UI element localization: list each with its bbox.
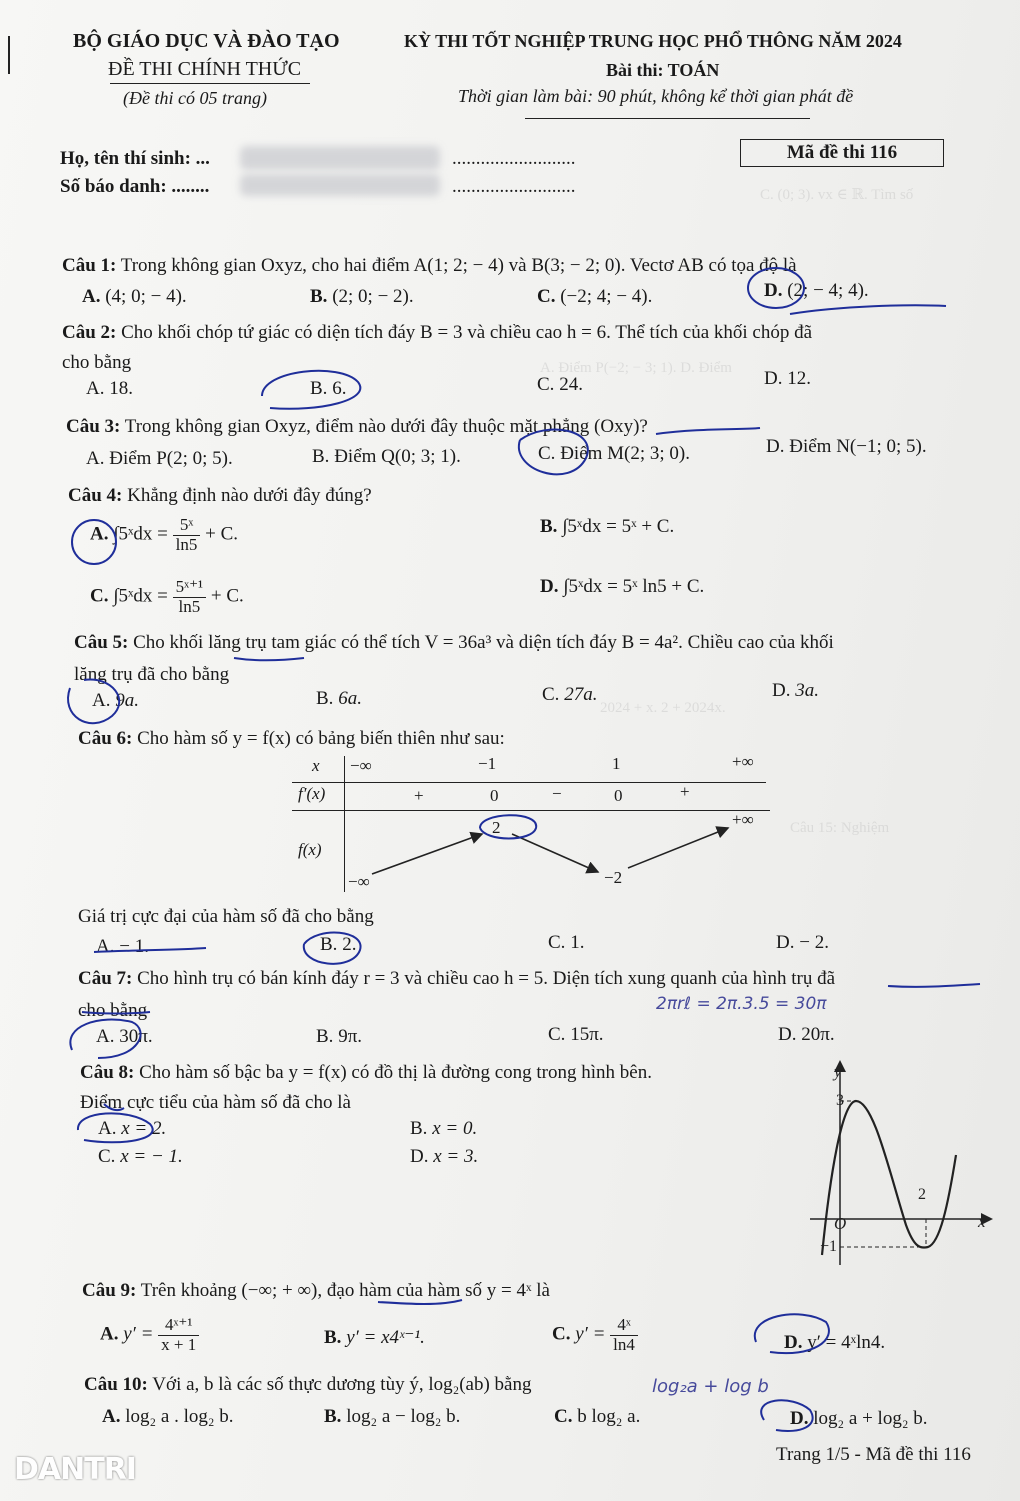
q6-option-d: D. − 2. xyxy=(776,932,829,953)
table-zero2: 0 xyxy=(614,786,623,805)
q10-option-d: D. log₂ a + log₂ b. xyxy=(790,1408,928,1429)
q2-option-d: D. 12. xyxy=(764,368,811,389)
q5-text: Câu 5: Cho khối lăng trụ tam giác có thể tích V = 36a³ và diện tích đáy B = 4a². Chiều cao của khối xyxy=(74,632,834,653)
q4-option-d: D. ∫5ˣdx = 5ˣ ln5 + C. xyxy=(540,576,705,597)
table-f-label: f(x) xyxy=(298,840,322,859)
q1-option-d: D. (2; − 4; 4). xyxy=(764,280,869,301)
q5-option-c: C. 27a. xyxy=(542,684,598,705)
q6-option-c: C. 1. xyxy=(548,932,585,953)
name-dots: .......................... xyxy=(452,148,576,169)
q3-text: Câu 3: Trong không gian Oxyz, điểm nào dưới đây thuộc mặt phẳng (Oxy)? xyxy=(66,416,648,437)
q8-option-d: D. x = 3. xyxy=(410,1146,479,1167)
q5-option-b: B. 6a. xyxy=(316,688,362,709)
q7-option-c: C. 15π. xyxy=(548,1024,604,1045)
graph-origin: O xyxy=(834,1214,847,1233)
q7-text: Câu 7: Cho hình trụ có bán kính đáy r = 3 và chiều cao h = 5. Diện tích xung quanh của hình trụ đã xyxy=(78,968,836,989)
table-x-minus1: −1 xyxy=(478,754,497,773)
q6-text-cont: Giá trị cực đại của hàm số đã cho bằng xyxy=(78,906,374,927)
table-sign-plus2: + xyxy=(680,782,690,801)
q7-handwritten-note: 2πrℓ = 2π.3.5 = 30π xyxy=(656,994,827,1014)
q3-option-d: D. Điểm N(−1; 0; 5). xyxy=(766,436,927,457)
q3-option-a: A. Điểm P(2; 0; 5). xyxy=(86,448,233,469)
table-x-neg-inf: −∞ xyxy=(350,756,372,775)
q1-option-a: A. (4; 0; − 4). xyxy=(82,286,187,307)
q7-option-b: B. 9π. xyxy=(316,1026,363,1047)
q7-text-cont: cho bằng xyxy=(78,1000,148,1021)
subject: Bài thi: TOÁN xyxy=(606,60,720,80)
page-footer: Trang 1/5 - Mã đề thi 116 xyxy=(776,1444,971,1465)
table-f-pos-inf: +∞ xyxy=(732,810,754,829)
q1-option-b: B. (2; 0; − 2). xyxy=(310,286,414,307)
table-f-max: 2 xyxy=(492,818,501,837)
q4-option-c: C. ∫5ˣdx = $\frac{\text{5ˣ⁺¹}}{\ln 5}$ + C. xyxy=(90,577,244,616)
q3-option-c: C. Điểm M(2; 3; 0). xyxy=(538,443,691,464)
q4-option-b: B. ∫5ˣdx = 5ˣ + C. xyxy=(540,516,675,537)
q4-option-a: A. ∫5ˣdx = $\frac{\text{5ˣ}}{\ln 5}$ + C. xyxy=(90,515,239,554)
q1-text: Câu 1: Trong không gian Oxyz, cho hai điểm A(1; 2; − 4) và B(3; − 2; 0). Vectơ AB có tọa độ là xyxy=(62,255,797,276)
q8-option-a: A. x = 2. xyxy=(98,1118,167,1139)
table-x-pos-inf: +∞ xyxy=(732,752,754,771)
q9-text: Câu 9: Trên khoảng (−∞; + ∞), đạo hàm của hàm số y = 4ˣ là xyxy=(82,1280,550,1301)
name-label: Họ, tên thí sinh: ... xyxy=(60,148,210,169)
q2-option-c: C. 24. xyxy=(537,374,583,395)
q2-option-a: A. 18. xyxy=(86,378,133,399)
q9-option-d: D. y′ = 4ˣln4. xyxy=(784,1332,886,1353)
q7-option-a: A. 30π. xyxy=(96,1026,153,1047)
ministry: BỘ GIÁO DỤC VÀ ĐÀO TẠO xyxy=(73,30,340,52)
q10-option-a: A. log₂ a . log₂ b. xyxy=(102,1406,234,1427)
q10-text: Câu 10: Với a, b là các số thực dương tùy ý, log₂(ab) bằng xyxy=(84,1374,532,1395)
q4-text: Câu 4: Khẳng định nào dưới đây đúng? xyxy=(68,485,372,506)
table-fprime-label: f′(x) xyxy=(298,784,326,803)
q1-option-c: C. (−2; 4; − 4). xyxy=(537,286,653,307)
q8-text-cont: Điểm cực tiểu của hàm số đã cho là xyxy=(80,1092,351,1113)
q6-option-a: A. − 1. xyxy=(96,936,149,957)
q8-option-b: B. x = 0. xyxy=(410,1118,478,1139)
q7-option-d: D. 20π. xyxy=(778,1024,835,1045)
pages-note: (Đề thi có 05 trang) xyxy=(123,88,267,108)
q10-option-b: B. log₂ a − log₂ b. xyxy=(324,1406,461,1427)
q9-option-b: B. y′ = x4ˣ⁻¹. xyxy=(324,1327,425,1348)
q2-text: Câu 2: Cho khối chóp tứ giác có diện tích đáy B = 3 và chiều cao h = 6. Thể tích của khối chóp đã xyxy=(62,322,813,343)
graph-y-3: 3 xyxy=(836,1092,844,1109)
table-f-min: −2 xyxy=(604,868,623,887)
q5-option-a: A. 9a. xyxy=(92,690,139,711)
table-sign-plus1: + xyxy=(414,786,424,805)
exam-page: C. (0; 3). vx ∈ ℝ. Tìm số A. Điểm P(−2; − 3; 1). D. Điểm 2024 + x. 2 + 2024x. Câu 15: Nghiệm BỘ GIÁO DỤC VÀ ĐÀO TẠO ĐỀ THI CHÍNH THỨC (Đề thi có 05 trang) KỲ THI TỐT NGHIỆP TRUNG HỌC PHỔ THÔNG NĂM 2024 Bài thi: TOÁN Thời gian làm bài: 90 phút, không kể thời gian phát đề Họ, tên thí sinh: ... .......................... Số báo danh: ........ .......................... Mã đề thi 116 Câu 1: Trong không gian Oxyz, cho hai điểm A(1; 2; − 4) và B(3; − 2; 0). Vectơ AB có tọa độ là A. (4; 0; − 4). B. (2; 0; − 2). C. (−2; 4; − 4). D. (2; − 4; 4). Câu 2: Cho khối chóp tứ giác có diện tích đáy B = 3 và chiều cao h = 6. Thể tích của khối chóp đã cho bằng A. 18. B. 6. C. 24. D. 12. Câu 3: Trong không gian Oxyz, điểm nào dưới đây thuộc mặt phẳng (Oxy)? A. Điểm P(2; 0; 5). B. Điểm Q(0; 3; 1). C. Điểm M(2; 3; 0). D. Điểm N(−1; 0; 5). Câu 4: Khẳng định nào dưới đây đúng? A. ∫5ˣdx = $\frac{\text{5ˣ}}{\ln 5}$ + C. B. ∫5ˣdx = 5ˣ + C. C. ∫5ˣdx = $\frac{\text{5ˣ⁺¹}}{\ln 5}$ + C. D. ∫5ˣdx = 5ˣ ln5 + C. Câu 5: Cho khối lăng trụ tam giác có thể tích V = 36a³ và diện tích đáy B = 4a². Chiều cao của khối lăng trụ đã cho bằng A. 9a. B. 6a. C. 27a. D. 3a. Câu 6: Cho hàm số y = f(x) có bảng biến thiên như sau: x f′(x) f(x) −∞ −1 1 +∞ + 0 − 0 + 2 −2 −∞ +∞ Giá trị cực đại của hàm số đã cho bằng A. − 1. B. 2. C. 1. D. − 2. Câu 7: Cho hình trụ có bán kính đáy r = 3 và chiều cao h = 5. Diện tích xung quanh của hình trụ đã cho bằng 2πrℓ = 2π.3.5 = 30π A. 30π. B. 9π. C. 15π. D. 20π. Câu 8: Cho hàm số bậc ba y = f(x) có đồ thị là đường cong trong hình bên. Điểm cực tiểu của hàm số đã cho là A. x = 2. B. x = 0. C. x = − 1. D. x = 3. y x O 3 2 −1 Câu 9: Trên khoảng (−∞; + ∞), đạo hàm của hàm số y = 4ˣ là A. y′ = $\frac{\text{4ˣ⁺¹}}{x + 1}$ B. y′ = x4ˣ⁻¹. C. y′ = $\frac{\text{4ˣ}}{\ln 4}$ D. y′ = 4ˣln4. Câu 10: Với a, b là các số thực dương tùy ý, log₂(ab) bằng log₂a + log b A. log₂ a . log₂ b. B. log₂ a − log₂ b. C. b log₂ a. D. log₂ a + log₂ b. Trang 1/5 - Mã đề thi 116 DANTRI xyxy=(0,0,1020,1501)
q10-handwritten-note: log₂a + log b xyxy=(652,1376,769,1397)
table-x-1: 1 xyxy=(612,754,621,773)
graph-x-2: 2 xyxy=(918,1186,926,1203)
q9-option-c: C. y′ = $\frac{\text{4ˣ}}{\ln 4}$ xyxy=(552,1316,638,1354)
table-f-neg-inf: −∞ xyxy=(348,872,370,891)
q5-text-cont: lăng trụ đã cho bằng xyxy=(74,664,230,685)
q6-text: Câu 6: Cho hàm số y = f(x) có bảng biến thiên như sau: xyxy=(78,728,505,749)
q9-option-a: A. y′ = $\frac{\text{4ˣ⁺¹}}{x + 1}$ xyxy=(100,1316,199,1354)
q3-option-b: B. Điểm Q(0; 3; 1). xyxy=(312,446,461,467)
table-sign-minus: − xyxy=(552,784,562,803)
q10-option-c: C. b log₂ a. xyxy=(554,1406,641,1427)
id-dots: .......................... xyxy=(452,176,576,197)
table-x-label: x xyxy=(312,756,320,775)
official-label: ĐỀ THI CHÍNH THỨC xyxy=(108,58,302,80)
q6-option-b: B. 2. xyxy=(320,934,357,955)
exam-code-box: Mã đề thi 116 xyxy=(740,139,944,167)
id-label: Số báo danh: ........ xyxy=(60,176,210,197)
q2-text-cont: cho bằng xyxy=(62,352,132,373)
q2-option-b: B. 6. xyxy=(310,378,347,399)
graph-x-label: x xyxy=(978,1212,986,1231)
graph-y-label: y xyxy=(834,1062,842,1081)
q8-option-c: C. x = − 1. xyxy=(98,1146,183,1167)
exam-title: KỲ THI TỐT NGHIỆP TRUNG HỌC PHỔ THÔNG NĂM 2024 xyxy=(404,31,902,51)
dantri-logo: DANTRI xyxy=(14,1452,136,1487)
table-zero1: 0 xyxy=(490,786,499,805)
graph-y-minus1: −1 xyxy=(820,1238,838,1255)
q5-option-d: D. 3a. xyxy=(772,680,819,701)
q8-text: Câu 8: Cho hàm số bậc ba y = f(x) có đồ thị là đường cong trong hình bên. xyxy=(80,1062,652,1083)
time-note: Thời gian làm bài: 90 phút, không kể thời gian phát đề xyxy=(458,86,854,106)
